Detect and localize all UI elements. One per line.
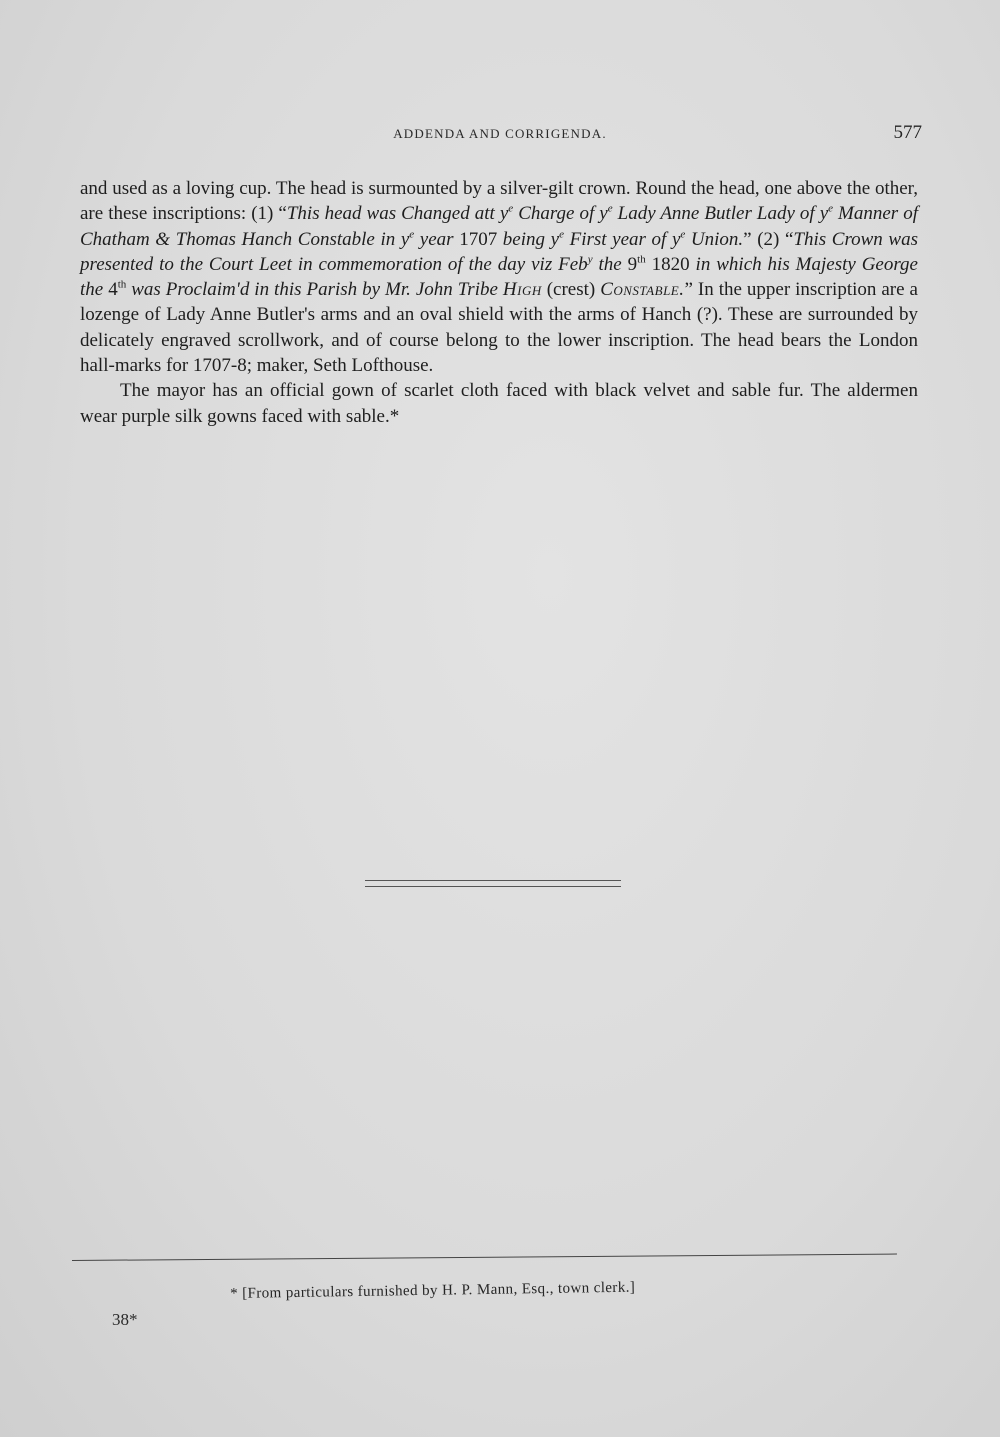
superscript: th [637, 253, 646, 266]
superscript: e [680, 228, 686, 241]
superscript: e [409, 228, 415, 241]
signature-mark: 38* [112, 1310, 138, 1329]
paragraph-2: The mayor has an official gown of scarlet cloth faced with black velvet and sable fur. The aldermen wear purple silk gowns faced with sable.* [80, 380, 918, 427]
small-caps-text: High [502, 279, 542, 301]
running-title: ADDENDA AND CORRIGENDA. [393, 126, 607, 141]
body-text [80, 176, 918, 429]
text-run: being y [497, 228, 560, 250]
text-run: (crest) [541, 279, 601, 301]
superscript: y [587, 253, 593, 266]
text-run: 1820 [645, 253, 696, 275]
year-text: 1707 [459, 228, 498, 250]
footnote: * [From particulars furnished by H. P. Mann, Esq., town clerk.] [230, 1279, 636, 1302]
text-run: Charge of y [513, 203, 608, 225]
running-head [80, 122, 920, 152]
text-run: ” (2) “ [743, 228, 794, 250]
superscript: e [828, 202, 834, 215]
inscription-1-cont [497, 229, 743, 250]
text-run: This head was Changed att y [286, 203, 509, 225]
superscript: e [559, 228, 564, 241]
text-run: 4 [108, 279, 118, 301]
text-run: and used as a loving cup. The head is surmounted by a silver-gilt crown. Round the head, one above the other, are these inscriptions: (1) “ [80, 178, 918, 225]
inscription-2-end [126, 279, 541, 300]
text-run: Lady Anne Butler Lady of y [612, 203, 829, 225]
small-caps-text: Constable. [600, 279, 685, 301]
text-run: ” In the upper inscription are a lozenge of Lady Anne Butler's arms and an oval shield with the arms of Hanch (?). These are surrounded by delicately engraved scrollwork, and of course belong to the lower inscription. The head bears the London hall-marks for 1707-8; maker, Seth Lofthouse. [80, 279, 918, 377]
text-run: 9 [627, 253, 638, 275]
text-run: Union. [685, 228, 744, 250]
footnote-rule [72, 1254, 897, 1261]
superscript: e [508, 202, 514, 215]
superscript: th [117, 278, 127, 291]
text-run: This Crown was presented to the Court Leet in commemoration of the day viz Feb [80, 228, 918, 275]
text-run: First year of y [563, 228, 681, 250]
page-number: 577 [893, 122, 922, 143]
text-run: was Proclaim'd in this Parish by Mr. John Tribe [126, 279, 503, 301]
superscript: e [607, 202, 613, 215]
text-run: year [414, 228, 460, 250]
section-divider [365, 880, 621, 887]
paragraph-1 [80, 176, 918, 378]
text-run: Manner of Chatham & Thomas Hanch Constable in y [80, 203, 919, 250]
text-run: in which his Majesty George the [80, 253, 918, 301]
text-run: the [592, 253, 628, 275]
